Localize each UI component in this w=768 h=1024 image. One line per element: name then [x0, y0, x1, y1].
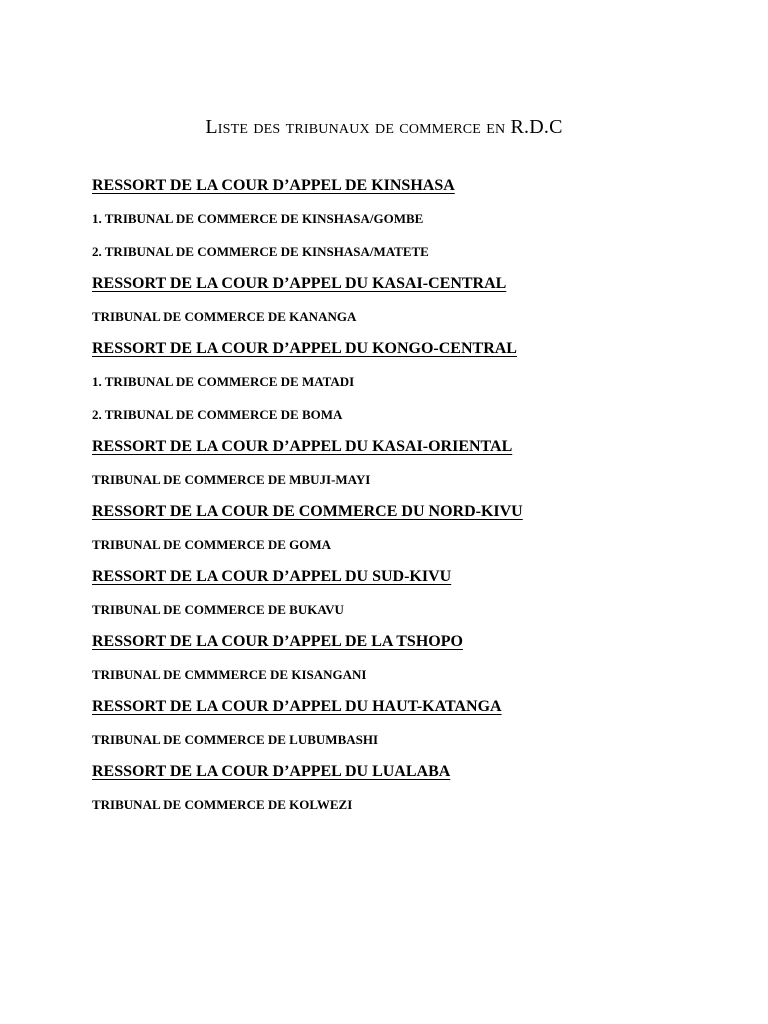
tribunal-item: 1. TRIBUNAL DE COMMERCE DE KINSHASA/GOMBE — [92, 211, 424, 226]
section-heading: RESSORT DE LA COUR D’APPEL DE KINSHASA — [92, 177, 455, 194]
section-kongo-central — [92, 339, 732, 424]
document-title: Liste des tribunaux de commerce en R.D.C — [205, 116, 563, 138]
tribunal-item: 2. TRIBUNAL DE COMMERCE DE BOMA — [92, 407, 343, 422]
section-haut-katanga — [92, 697, 732, 749]
section-heading: RESSORT DE LA COUR D’APPEL DU HAUT-KATANGA — [92, 698, 502, 715]
section-sud-kivu — [92, 567, 732, 619]
section-heading: RESSORT DE LA COUR D’APPEL DU LUALABA — [92, 763, 451, 780]
section-heading: RESSORT DE LA COUR DE COMMERCE DU NORD-KIVU — [92, 503, 523, 520]
tribunal-item: 2. TRIBUNAL DE COMMERCE DE KINSHASA/MATETE — [92, 244, 429, 259]
tribunal-item: 1. TRIBUNAL DE COMMERCE DE MATADI — [92, 374, 355, 389]
section-heading: RESSORT DE LA COUR D’APPEL DU KONGO-CENTRAL — [92, 340, 517, 357]
section-heading: RESSORT DE LA COUR D’APPEL DU SUD-KIVU — [92, 568, 452, 585]
section-tshopo — [92, 632, 732, 684]
tribunal-sections — [92, 176, 732, 827]
tribunal-item: TRIBUNAL DE COMMERCE DE MBUJI-MAYI — [92, 472, 371, 487]
tribunal-item: TRIBUNAL DE COMMERCE DE LUBUMBASHI — [92, 732, 379, 747]
section-nord-kivu — [92, 502, 732, 554]
tribunal-item: TRIBUNAL DE COMMERCE DE BUKAVU — [92, 602, 344, 617]
tribunal-item: TRIBUNAL DE COMMERCE DE KOLWEZI — [92, 797, 353, 812]
tribunal-item: TRIBUNAL DE COMMERCE DE GOMA — [92, 537, 332, 552]
section-lualaba — [92, 762, 732, 814]
section-kasai-oriental — [92, 437, 732, 489]
section-heading: RESSORT DE LA COUR D’APPEL DU KASAI-ORIENTAL — [92, 438, 513, 455]
section-heading: RESSORT DE LA COUR D’APPEL DE LA TSHOPO — [92, 633, 463, 650]
tribunal-item: TRIBUNAL DE CMMMERCE DE KISANGANI — [92, 667, 367, 682]
section-kasai-central — [92, 274, 732, 326]
tribunal-item: TRIBUNAL DE COMMERCE DE KANANGA — [92, 309, 357, 324]
section-kinshasa — [92, 176, 732, 261]
section-heading: RESSORT DE LA COUR D’APPEL DU KASAI-CENTRAL — [92, 275, 507, 292]
